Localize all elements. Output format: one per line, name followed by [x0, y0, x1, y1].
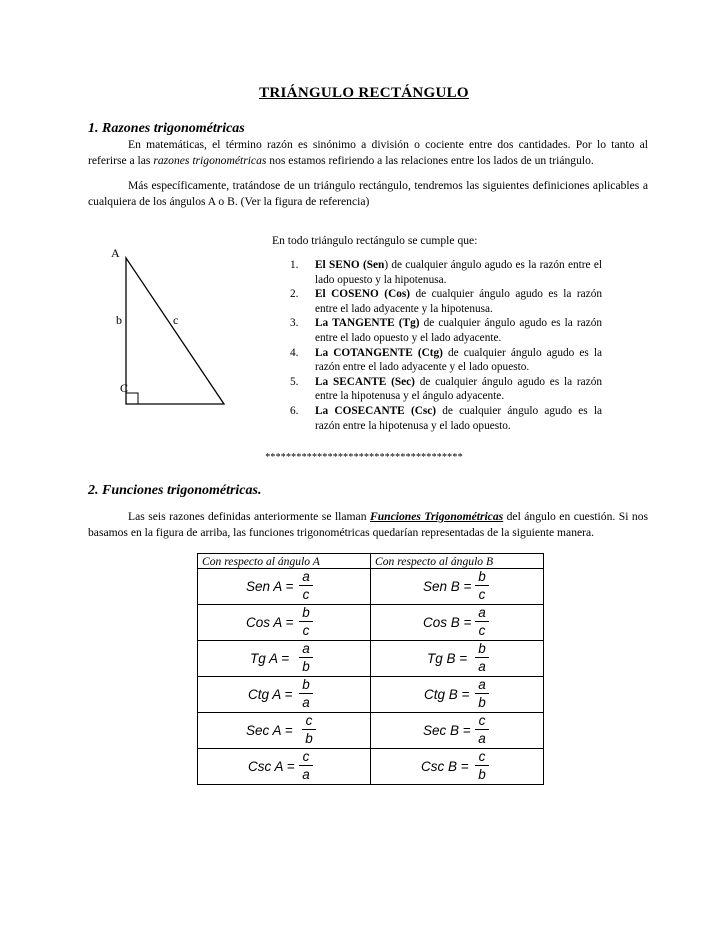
fraction-bar: [299, 585, 313, 586]
definition-item: [290, 258, 602, 287]
definition-item: [290, 316, 602, 345]
triangle-shape: [126, 258, 224, 404]
formula-ctg-a: [198, 677, 370, 712]
formula-lhs: Ctg B =: [424, 687, 470, 702]
formula-lhs: Cos A =: [246, 615, 294, 630]
table-header-row: [198, 554, 544, 569]
definitions-list: [290, 258, 602, 433]
formula-sec-a: [198, 713, 370, 748]
definition-text: de cualquier ángulo agudo es la razón entre el lado opuesto y el lado adyacente.: [315, 317, 602, 344]
fraction-bar: [299, 693, 313, 694]
section1-paragraph1: [88, 137, 648, 168]
formula-numerator: b: [302, 677, 310, 692]
s2-text-a: Las seis razones definidas anteriormente se llaman: [128, 510, 370, 523]
formula-denominator: c: [478, 623, 486, 638]
formula-sen-a: [198, 569, 370, 604]
definition-text: de cualquier ángulo agudo es la razón entre la hipotenusa y el lado opuesto.: [315, 404, 603, 432]
definition-text: de cualquier ángulo agudo es la razón entre el lado opuesto y la hipotenusa.: [315, 259, 602, 286]
formula-denominator: a: [478, 659, 486, 674]
section2-heading: 2. Funciones trigonométricas.: [88, 483, 262, 498]
formula-denominator: a: [302, 767, 310, 782]
formula-numerator: b: [478, 641, 486, 656]
formula-denominator: c: [302, 587, 310, 602]
p2-text: Más específicamente, tratándose de un triángulo rectángulo, tendremos las siguientes definiciones aplicables a cualquiera de los ángulos A o B. (Ver la figura de referencia): [88, 179, 648, 208]
definition-close: ): [384, 259, 389, 271]
formula-lhs: Tg A =: [250, 651, 290, 666]
vertex-a-label: A: [111, 246, 120, 260]
fraction-bar: [475, 693, 489, 694]
table-row: [198, 749, 544, 785]
fraction-bar: [475, 585, 489, 586]
definition-term: El COSENO (Cos): [315, 288, 411, 301]
formula-lhs: Csc B =: [421, 759, 469, 774]
functions-table: [197, 553, 544, 785]
definition-item: [290, 375, 602, 404]
formula-lhs: Tg B =: [427, 651, 468, 666]
formula-numerator: c: [478, 713, 486, 728]
definition-number: 1.: [290, 259, 299, 271]
formula-numerator: c: [478, 749, 486, 764]
section1-heading: 1. Razones trigonométricas: [88, 121, 245, 136]
section1-paragraph2: [88, 178, 648, 209]
formula-numerator: b: [302, 605, 310, 620]
formula-lhs: Cos B =: [423, 615, 472, 630]
formula-tg-a: [198, 641, 370, 676]
side-b-label: b: [116, 313, 122, 327]
p1-text-b: nos estamos refiriendo a las relaciones entre los lados de un triángulo.: [266, 153, 594, 167]
formula-numerator: c: [305, 713, 313, 728]
header-angle-a: Con respecto al ángulo A: [198, 554, 371, 569]
fraction-bar: [302, 729, 316, 730]
fraction-bar: [299, 621, 313, 622]
formula-denominator: c: [478, 587, 486, 602]
formula-denominator: a: [302, 695, 310, 710]
fraction-bar: [475, 765, 489, 766]
fraction-bar: [475, 729, 489, 730]
definition-term: La TANGENTE (Tg): [315, 317, 420, 330]
formula-denominator: b: [302, 659, 310, 674]
definition-number: 3.: [290, 317, 299, 330]
formula-denominator: b: [478, 695, 486, 710]
fraction-bar: [475, 621, 489, 622]
table-row: [198, 677, 544, 713]
separator-stars: **************************************: [265, 452, 463, 463]
table-row: [198, 605, 544, 641]
formula-denominator: b: [305, 731, 313, 746]
formula-lhs: Sec B =: [423, 723, 471, 738]
formula-cos-b: [371, 605, 543, 640]
formula-tg-b: [371, 641, 543, 676]
s2-bold-term: Funciones Trigonométricas: [369, 510, 504, 523]
formula-lhs: Csc A =: [248, 759, 295, 774]
fraction-bar: [475, 657, 489, 658]
definitions-intro: En todo triángulo rectángulo se cumple que:: [272, 234, 478, 247]
formula-csc-a: [198, 749, 370, 784]
formula-denominator: a: [478, 731, 486, 746]
formula-cos-a: [198, 605, 370, 640]
table-row: [198, 713, 544, 749]
formula-numerator: a: [478, 605, 486, 620]
formula-denominator: b: [478, 767, 486, 782]
formula-lhs: Ctg A =: [248, 687, 293, 702]
side-c-label: c: [173, 313, 179, 327]
definition-item: [290, 404, 602, 433]
definition-number: 2.: [290, 288, 299, 301]
definition-term: La SECANTE (Sec): [315, 375, 415, 388]
header-angle-b: Con respecto al ángulo B: [371, 554, 544, 569]
formula-numerator: a: [302, 569, 310, 584]
formula-numerator: a: [478, 677, 486, 692]
definition-text: de cualquier ángulo agudo es la razón entre la hipotenusa y el ángulo adyacente.: [315, 375, 602, 403]
p1-text-a: En matemáticas, el término razón es sinónimo a división o cociente entre dos cantidades. Por lo tanto al referirse a las: [88, 138, 648, 167]
section2-paragraph: [88, 509, 648, 540]
table-row: [198, 641, 544, 677]
fraction-bar: [299, 765, 313, 766]
formula-ctg-b: [371, 677, 543, 712]
formula-csc-b: [371, 749, 543, 784]
p1-italic-term: razones trigonométricas: [153, 153, 267, 167]
definition-item: [290, 287, 602, 316]
reference-triangle: [100, 244, 240, 414]
formula-numerator: a: [302, 641, 310, 656]
definition-number: 4.: [290, 346, 299, 359]
fraction-bar: [299, 657, 313, 658]
formula-sen-b: [371, 569, 543, 604]
formula-lhs: Sen A =: [246, 579, 294, 594]
definition-number: 5.: [290, 375, 299, 388]
vertex-c-label: C: [120, 381, 129, 395]
definition-item: [290, 346, 602, 375]
page-title: TRIÁNGULO RECTÁNGULO: [259, 85, 469, 101]
s2-text-b: del ángulo en cuestión. Si nos basamos en la figura de arriba, las funciones trigonométricas quedarían representadas de la siguiente manera.: [88, 510, 648, 539]
formula-denominator: c: [302, 623, 310, 638]
formula-numerator: c: [302, 749, 310, 764]
definition-text: de cualquier ángulo agudo es la razón entre el lado adyacente y la hipotenusa.: [315, 288, 602, 315]
formula-sec-b: [371, 713, 543, 748]
formula-lhs: Sec A =: [246, 723, 293, 738]
formula-numerator: b: [478, 569, 486, 584]
definition-term: La COSECANTE (Csc): [315, 404, 437, 417]
definition-term: La COTANGENTE (Ctg): [315, 346, 443, 359]
definition-text: de cualquier ángulo agudo es la razón entre el lado adyacente y el lado opuesto.: [315, 346, 602, 374]
definition-term: El SENO (Sen: [315, 259, 385, 271]
definition-number: 6.: [290, 404, 299, 417]
table-row: [198, 569, 544, 605]
formula-lhs: Sen B =: [423, 579, 472, 594]
